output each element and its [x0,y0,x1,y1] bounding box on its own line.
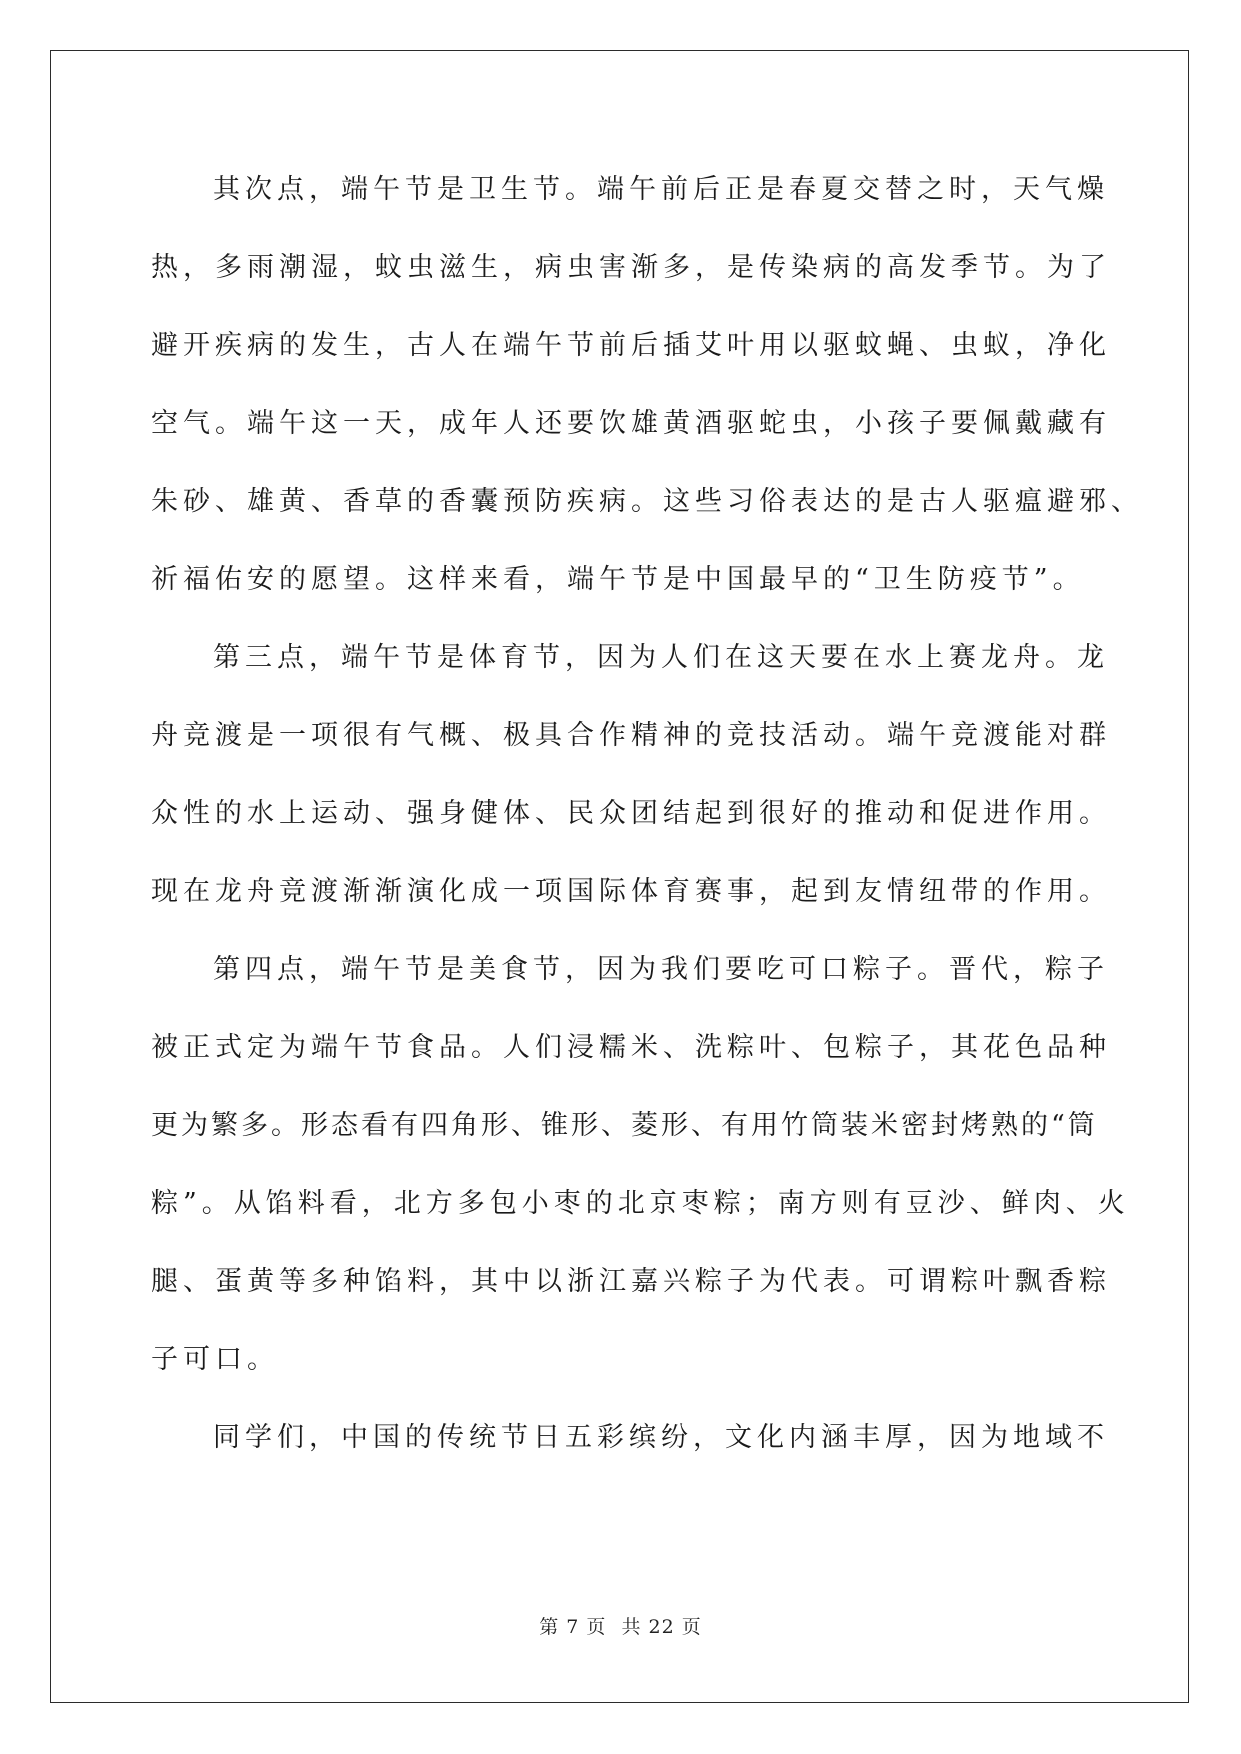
paragraph-line: 更为繁多。形态看有四角形、锥形、菱形、有用竹筒装米密封烤熟的“筒 [151,1110,1098,1141]
page-number: 第 7 页 [539,1616,607,1638]
paragraph-line: 第四点，端午节是美食节，因为我们要吃可口粽子。晋代，粽子 [213,954,1109,985]
paragraph-line: 第三点，端午节是体育节，因为人们在这天要在水上赛龙舟。龙 [213,642,1109,673]
paragraph-line: 子可口。 [151,1344,279,1375]
paragraph-line: 朱砂、雄黄、香草的香囊预防疾病。这些习俗表达的是古人驱瘟避邪、 [151,486,1143,517]
paragraph-line: 避开疾病的发生，古人在端午节前后插艾叶用以驱蚊蝇、虫蚁，净化 [151,330,1111,361]
document-body [151,160,1143,1486]
page-footer [0,1612,1241,1639]
paragraph-line: 腿、蛋黄等多种馅料，其中以浙江嘉兴粽子为代表。可谓粽叶飘香粽 [151,1266,1111,1297]
paragraph-line: 空气。端午这一天，成年人还要饮雄黄酒驱蛇虫，小孩子要佩戴藏有 [151,408,1111,439]
page-total: 共 22 页 [621,1616,702,1638]
paragraph-line: 粽”。从馅料看，北方多包小枣的北京枣粽；南方则有豆沙、鲜肉、火 [151,1188,1130,1219]
paragraph-line: 众性的水上运动、强身健体、民众团结起到很好的推动和促进作用。 [151,798,1111,829]
paragraph-line: 热，多雨潮湿，蚊虫滋生，病虫害渐多，是传染病的高发季节。为了 [151,252,1111,283]
paragraph-line: 舟竞渡是一项很有气概、极具合作精神的竞技活动。端午竞渡能对群 [151,720,1111,751]
paragraph-line: 祈福佑安的愿望。这样来看，端午节是中国最早的“卫生防疫节”。 [151,564,1085,595]
paragraph-line: 同学们，中国的传统节日五彩缤纷，文化内涵丰厚，因为地域不 [213,1422,1109,1453]
paragraph-line: 被正式定为端午节食品。人们浸糯米、洗粽叶、包粽子，其花色品种 [151,1032,1111,1063]
paragraph-line: 其次点，端午节是卫生节。端午前后正是春夏交替之时，天气燥 [213,174,1109,205]
paragraph-line: 现在龙舟竞渡渐渐演化成一项国际体育赛事，起到友情纽带的作用。 [151,876,1111,907]
